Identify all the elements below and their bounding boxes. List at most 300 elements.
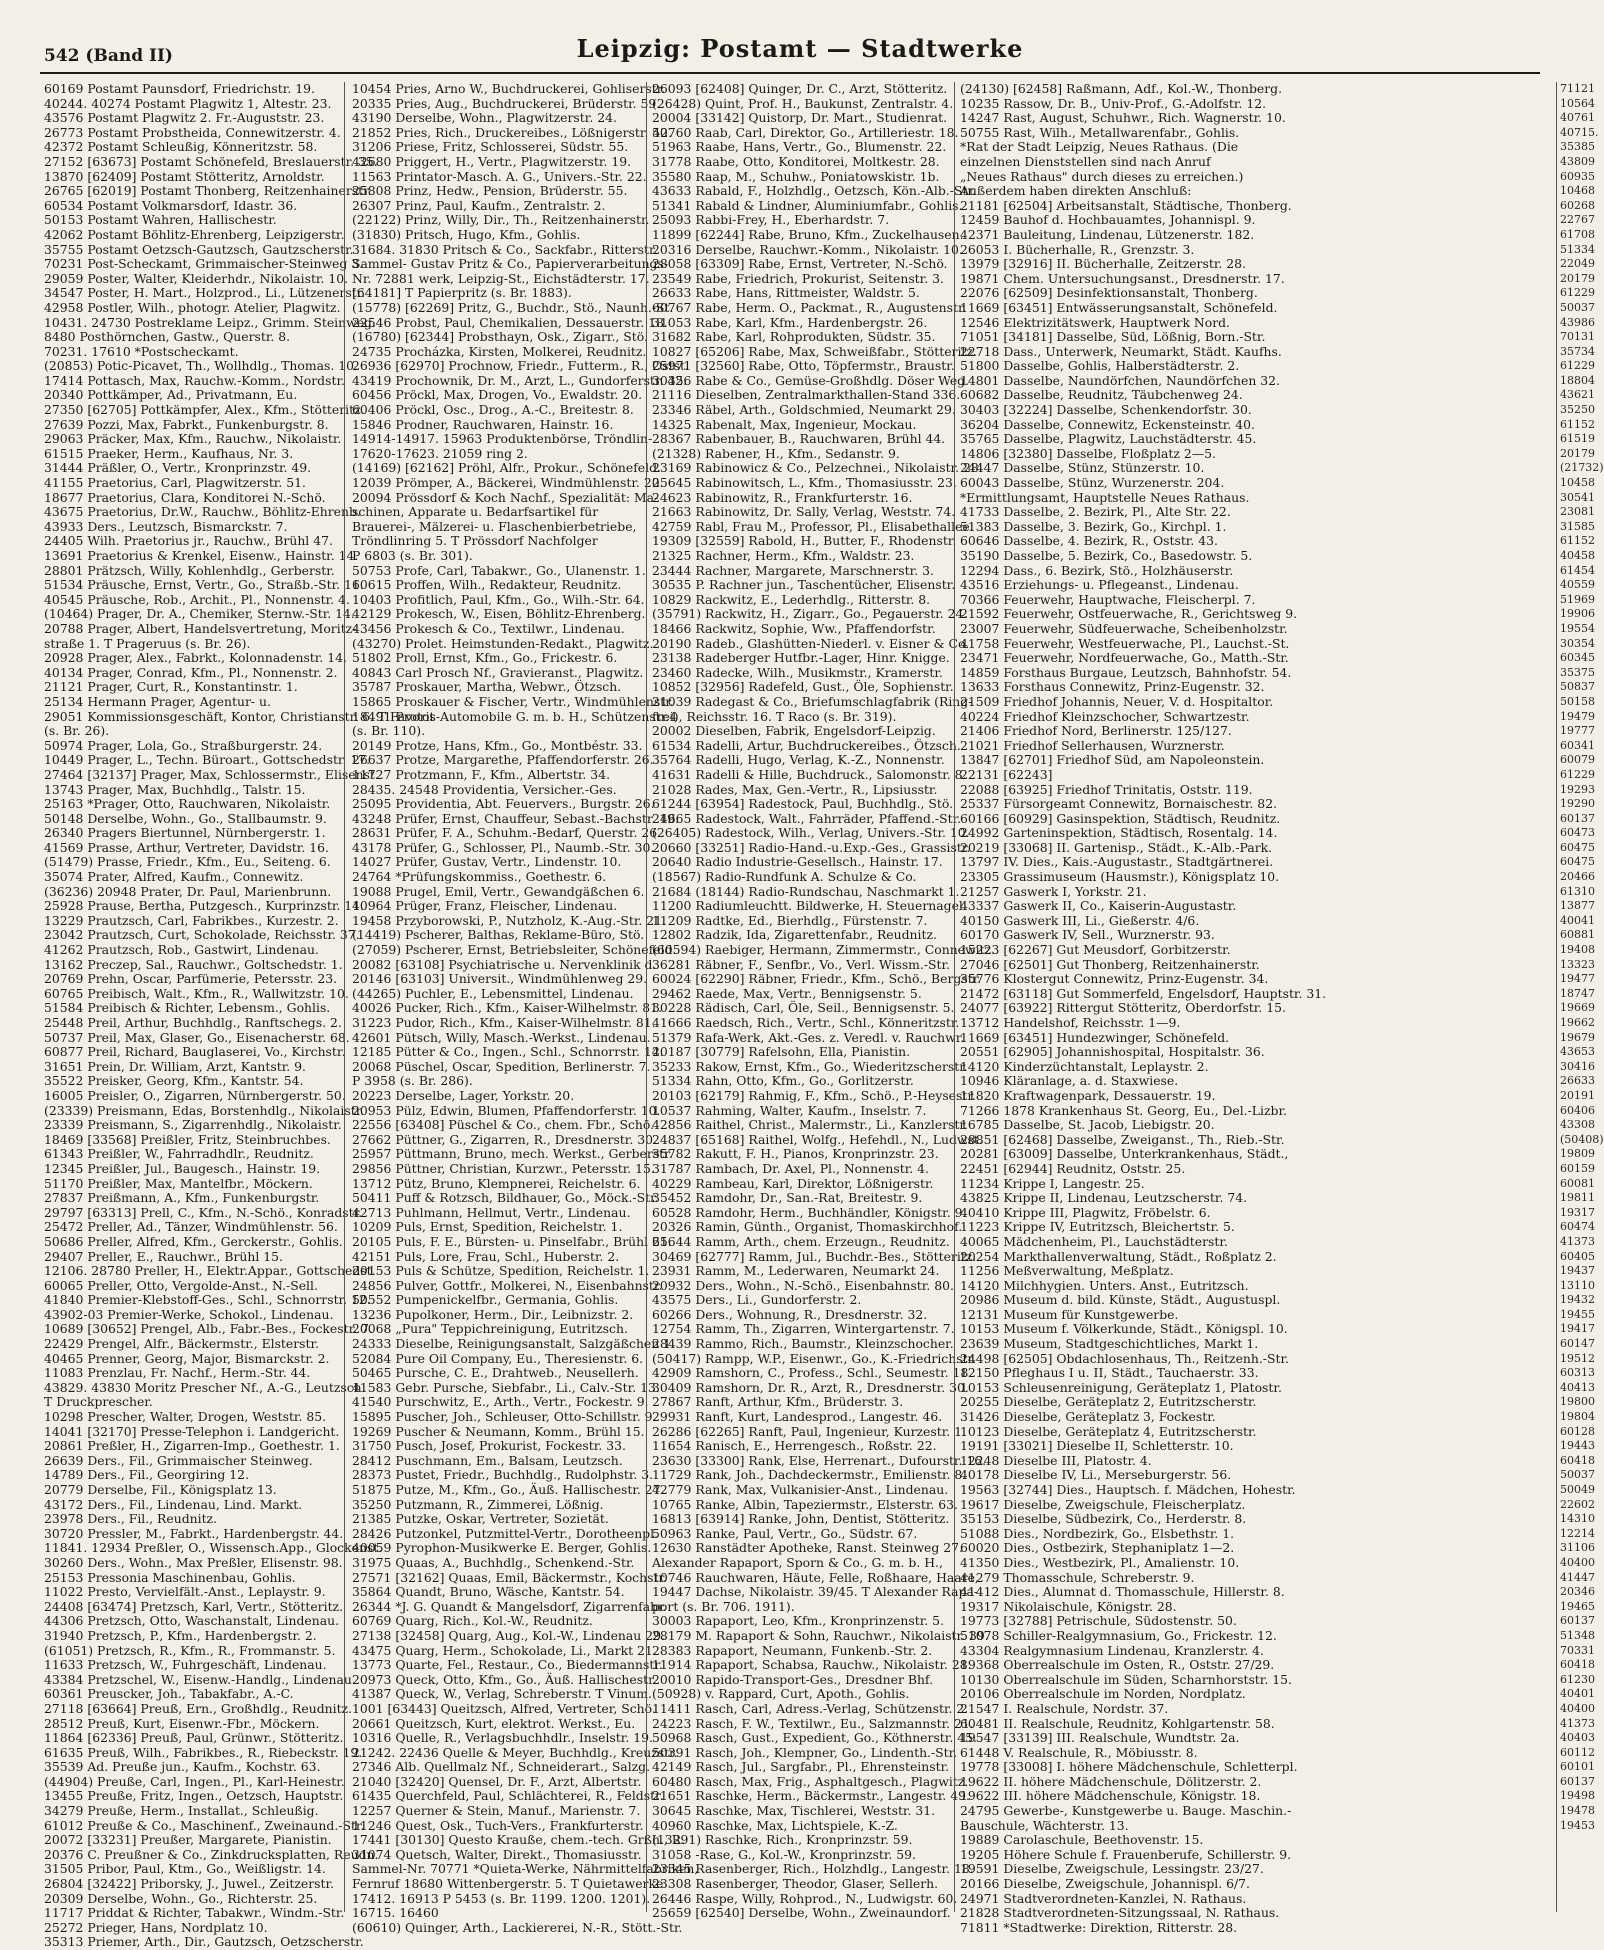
directory-entry: 10153 Schleusenreinigung, Geräteplatz 1, Platostr. (960, 1379, 1282, 1395)
directory-entry: 43516 Erziehungs- u. Pflegeanst., Lindenau. (960, 577, 1239, 593)
directory-entry: 50974 Prager, Lola, Go., Straßburgerstr. 24. (44, 737, 323, 753)
directory-entry: 30535 P. Rachner jun., Taschentücher, Elisenstr. (652, 577, 956, 593)
directory-entry: 42601 Pütsch, Willy, Masch.-Werkst., Lindenau. (352, 1029, 651, 1045)
directory-entry: 10403 Profitlich, Paul, Kfm., Go., Wilh.-Str. 64. (352, 591, 645, 607)
directory-entry: 23305 Grassimuseum (Hausmstr.), Königsplatz 10. (960, 869, 1280, 885)
directory-entry: 51348 (1560, 1628, 1595, 1642)
directory-entry: 40843 Carl Prosch Nf., Gravieranst., Plagwitz. (352, 664, 644, 680)
directory-entry: 24665 Radestock, Walt., Fahrräder, Pfaffend.-Str. (652, 810, 962, 826)
directory-entry: 13870 [62409] Postamt Stötteritz, Arnoldstr. (44, 168, 325, 184)
directory-entry: 35580 Raap, M., Schuhw., Poniatowskistr. 1b. (652, 168, 940, 184)
directory-entry: 23007 Feuerwehr, Südfeuerwache, Scheibenholzstr. (960, 620, 1288, 636)
directory-entry: 40244. 40274 Postamt Plagwitz 1, Altestr. 23. (44, 95, 332, 111)
directory-entry: 22718 Dass., Unterwerk, Neumarkt, Städt. Kaufhs. (960, 343, 1282, 359)
directory-entry: 27138 [32458] Quarg, Aug., Kol.-W., Lindenau 29. (352, 1627, 665, 1643)
directory-entry: 21039 Radegast & Co., Briefumschlagfabrik (Ring- (652, 693, 973, 709)
directory-entry: 20146 [63103] Universit., Windmühlenweg 29. (352, 971, 648, 987)
directory-entry: 19477 (1560, 972, 1595, 986)
directory-entry: 10468 (1560, 184, 1595, 198)
directory-entry: 30409 Ramshorn, Dr. R., Arzt, R., Dresdnerstr. 30. (652, 1379, 969, 1395)
directory-entry: 25153 Pressonia Maschinenbau, Gohlis. (44, 1569, 296, 1585)
directory-entry: 10765 Ranke, Albin, Tapeziermstr., Elsterstr. 63. (652, 1496, 958, 1512)
directory-entry: 12131 Museum für Kunstgewerbe. (960, 1306, 1179, 1322)
directory-entry: 31684. 31830 Pritsch & Co., Sackfabr., Ritterstr. (352, 241, 658, 257)
directory-entry: 25472 Preller, Ad., Tänzer, Windmühlenstr. 56. (44, 1219, 338, 1235)
directory-entry: 61448 V. Realschule, R., Möbiusstr. 8. (960, 1744, 1198, 1760)
directory-entry: 26093 [62408] Quinger, Dr. C., Arzt, Stötteritz. (652, 81, 948, 96)
directory-entry: 50737 Preil, Max, Glaser, Go., Eisenacherstr. 68. (44, 1029, 350, 1045)
directory-entry: 19871 Chem. Untersuchungsanst., Dresdnerstr. 17. (960, 270, 1285, 286)
directory-entry: 21325 Rachner, Herm., Kfm., Waldstr. 23. (652, 548, 915, 563)
directory-entry: 13847 [62701] Friedhof Süd, am Napoleonstein. (960, 752, 1265, 768)
directory-entry: 31505 Pribor, Paul, Ktm., Go., Weißligstr. 14. (44, 1861, 326, 1877)
directory-entry: 60406 (1560, 1103, 1595, 1117)
directory-entry: 21684 (18144) Radio-Rundschau, Naschmarkt 1. (652, 883, 960, 899)
directory-entry: 10449 Prager, L., Techn. Büroart., Gottschedstr. 17. (44, 752, 371, 768)
directory-entry: 31426 Dieselbe, Geräteplatz 3, Fockestr. (960, 1409, 1216, 1425)
directory-entry: 20309 Derselbe, Wohn., Go., Richterstr. 25. (44, 1890, 318, 1906)
directory-entry: 61454 (1560, 563, 1595, 577)
directory-entry: 20254 Markthallenverwaltung, Städt., Roßplatz 2. (960, 1248, 1277, 1264)
directory-entry: 35864 Quandt, Bruno, Wäsche, Kantstr. 54. (352, 1584, 625, 1600)
directory-entry: 19662 (1560, 1016, 1595, 1029)
directory-entry: 40761 (1560, 111, 1595, 125)
directory-entry: 24077 [63922] Rittergut Stötteritz, Oberdorfstr. 15. (960, 1000, 1286, 1016)
directory-entry: 40041 (1560, 913, 1595, 927)
directory-entry: 35764 Radelli, Hugo, Verlag, K.-Z., Nonnenstr. (652, 752, 945, 768)
directory-entry: 26773 Postamt Probstheida, Connewitzerstr. 4. (44, 124, 341, 140)
directory-entry: 10235 Rassow, Dr. B., Univ-Prof., G.-Adolfstr. 12. (960, 95, 1267, 111)
directory-entry: 20973 Queck, Otto, Kfm., Go., Äuß. Hallischestr. (352, 1671, 657, 1687)
directory-entry: 40026 Pucker, Rich., Kfm., Kaiser-Wilhelmstr. 81. (352, 1000, 663, 1016)
directory-entry: (14419) Pscherer, Balthas, Reklame-Büro, Stö. (352, 927, 645, 943)
directory-entry: 40134 Prager, Conrad, Kfm., Pl., Nonnenstr. 2. (44, 664, 338, 680)
directory-entry: 31651 Prein, Dr. William, Arzt, Kantstr. 9. (44, 1058, 306, 1074)
directory-entry: 20068 Püschel, Oscar, Spedition, Berlinerstr. 7. (352, 1058, 651, 1074)
directory-entry: 50037 (1560, 1468, 1595, 1482)
directory-entry: 25957 Püttmann, Bruno, mech. Werkst., Gerberstr. (352, 1146, 673, 1162)
directory-entry: 13633 Forsthaus Connewitz, Prinz-Eugenstr. 32. (960, 679, 1265, 695)
directory-entry: 60024 [62290] Räbner, Friedr., Kfm., Schö., Bergstr. (652, 971, 982, 987)
directory-entry: 60473 (1560, 826, 1595, 840)
directory-entry: 28801 Prätzsch, Willy, Kohlenhdlg., Gerberstr. (44, 562, 335, 578)
directory-entry: 20223 Derselbe, Lager, Yorkstr. 20. (352, 1087, 575, 1103)
directory-entry: 23339 Preismann, S., Zigarrenhdlg., Nikolaistr. (44, 1117, 342, 1133)
directory-entry: 30003 Rapaport, Leo, Kfm., Kronprinzenstr. 5. (652, 1613, 945, 1629)
directory-entry: 26633 (1560, 1074, 1595, 1088)
directory-entry: 43675 Praetorius, Dr.W., Rauchw., Böhlitz-Ehrenb. (44, 504, 361, 520)
directory-column-2 (352, 81, 699, 1935)
directory-entry: 11209 Radtke, Ed., Bierhdlg., Fürstenstr. 7. (652, 912, 928, 928)
directory-entry: 50760 Raab, Carl, Direktor, Go., Artilleriestr. 18. (652, 124, 959, 140)
directory-entry: 41569 Prasse, Arthur, Vertreter, Davidstr. 16. (44, 839, 329, 855)
directory-entry: 22076 [62509] Desinfektionsanstalt, Thonberg. (960, 285, 1258, 301)
directory-entry: 11223 Krippe IV, Eutritzsch, Bleichertstr. 5. (960, 1219, 1235, 1235)
directory-entry: 15223 [62267] Gut Meusdorf, Gorbitzerstr. (960, 942, 1231, 958)
directory-entry: 20166 Dieselbe, Zweigschule, Johannispl. 6/7. (960, 1876, 1250, 1892)
directory-entry: 27118 [63664] Preuß, Ern., Großhdlg., Reudnitz. (44, 1700, 353, 1716)
directory-entry: 12039 Prömper, A., Bäckerei, Windmühlenstr. 20. (352, 475, 664, 491)
directory-entry: 60615 Proffen, Wilh., Redakteur, Reudnitz. (352, 577, 622, 593)
directory-entry: 10123 Dieselbe, Geräteplatz 4, Eutritzscherstr. (960, 1423, 1257, 1439)
directory-entry: 41666 Raedsch, Rich., Vertr., Schl., Könneritzstr. (652, 1015, 960, 1030)
directory-entry: 40715. (1560, 125, 1599, 139)
directory-entry: 40178 Dieselbe IV, Li., Merseburgerstr. 56. (960, 1467, 1232, 1483)
directory-entry: 19811 (1560, 1191, 1595, 1205)
directory-entry: 20149 Protze, Hans, Kfm., Go., Montbéstr. 33. (352, 737, 643, 753)
directory-entry: 31682 Rabe, Karl, Rohprodukten, Südstr. 35. (652, 329, 936, 345)
directory-entry: 60481 II. Realschule, Reudnitz, Kohlgartenstr. 58. (960, 1715, 1275, 1731)
directory-entry: 25645 Rabinowitsch, L., Kfm., Thomasiusstr. 23. (652, 475, 957, 491)
directory-entry: 17441 [30130] Questo Krauße, chem.-tech. Grßh., R. (352, 1832, 686, 1848)
directory-entry: 21644 Ramm, Arth., chem. Erzeugn., Reudnitz. (652, 1233, 950, 1249)
directory-entry: 11669 [63451] Hundezwinger, Schönefeld. (960, 1029, 1230, 1045)
directory-entry: 12257 Querner & Stein, Manuf., Marienstr. 7. (352, 1803, 641, 1819)
directory-entry: 29797 [63313] Prell, C., Kfm., N.-Schö., Konradstr. (44, 1204, 363, 1220)
directory-entry: 61515 Praeker, Herm., Kaufhaus, Nr. 3. (44, 445, 294, 461)
directory-entry: 60474 (1560, 1220, 1595, 1234)
directory-entry: 11841. 12934 Preßler, O., Wissensch.App., Glockenst. (44, 1540, 383, 1556)
directory-entry: 41583 Gebr. Pursche, Siebfabr., Li., Calv.-Str. 13. (352, 1379, 660, 1395)
directory-entry: 31975 Quaas, A., Buchhdlg., Schenkend.-Str. (352, 1554, 635, 1570)
directory-entry: 10689 [30652] Prengel, Alb., Fabr.-Bes., Fockestr. 7. (44, 1321, 373, 1337)
directory-entry: 13236 Pupolkoner, Herm., Dir., Leibnizstr. 2. (352, 1306, 634, 1322)
directory-entry: 17414 Pottasch, Max, Rauchw.-Komm., Nordstr. (44, 372, 345, 388)
directory-entry: 14310 (1560, 1512, 1595, 1526)
directory-entry: 44306 Pretzsch, Otto, Waschanstalt, Lindenau. (44, 1613, 340, 1629)
directory-entry: 24623 Rabinowitz, R., Frankfurterstr. 16. (652, 489, 913, 505)
directory-entry: 41262 Prautzsch, Rob., Gastwirt, Lindenau. (44, 942, 319, 958)
directory-entry: 13743 Prager, Max, Buchhdlg., Talstr. 15. (44, 781, 306, 797)
directory-entry: 24333 Dieselbe, Reinigungsanstalt, Salzgäßchen 1. (352, 1336, 675, 1352)
directory-entry: P 3958 (s. Br. 286). (352, 1073, 473, 1089)
directory-entry: 61519 (1560, 432, 1595, 446)
directory-entry: 30720 Pressler, M., Fabrkt., Hardenbergstr. 44. (44, 1525, 344, 1541)
directory-entry: 43304 Realgymnasium Lindenau, Kranzlerstr. 4. (960, 1642, 1264, 1658)
directory-entry: 24447 Dasselbe, Stünz, Stünzerstr. 10. (960, 460, 1205, 476)
directory-entry: 21116 Dieselben, Zentralmarkthallen-Stand 336. (652, 387, 961, 403)
directory-entry: 13712 Handelshof, Reichsstr. 1—9. (960, 1015, 1181, 1030)
directory-entry: Tröndlinring 5. T Prössdorf Nachfolger (352, 533, 598, 549)
directory-entry: 20187 [30779] Rafelsohn, Ella, Pianistin. (652, 1044, 911, 1060)
directory-entry: (50408) (1560, 1132, 1604, 1146)
directory-entry: 60881 (1560, 928, 1595, 942)
directory-entry: 11654 Ranisch, E., Herrengesch., Roßstr. 22. (652, 1438, 937, 1454)
directory-entry: 60405 (1560, 1249, 1595, 1263)
directory-entry: 31223 Pudor, Rich., Kfm., Kaiser-Wilhelmstr. 81. (352, 1015, 656, 1030)
directory-entry: 27867 Ranft, Arthur, Kfm., Brüderstr. 3. (652, 1394, 904, 1410)
directory-entry: 11200 Radiumleuchtt. Bildwerke, H. Steuernagel. (652, 898, 967, 914)
directory-entry: 20072 [33231] Preußer, Margarete, Pianistin. (44, 1832, 332, 1848)
directory-entry: 18469 [33568] Preißler, Fritz, Steinbruchbes. (44, 1131, 331, 1147)
directory-entry: 23444 Rachner, Margarete, Marschnerstr. 3. (652, 562, 934, 578)
directory-entry: 23460 Radecke, Wilh., Musikmstr., Kramerstr. (652, 664, 943, 680)
directory-entry: 31778 Raabe, Otto, Konditorei, Moltkestr. 28. (652, 153, 940, 169)
directory-entry: 19408 (1560, 943, 1595, 957)
directory-entry: 35734 (1560, 344, 1595, 358)
directory-entry: 28373 Pustet, Friedr., Buchhdlg., Rudolphstr. 3. (352, 1467, 654, 1483)
directory-entry: 12214 (1560, 1526, 1595, 1540)
directory-entry: 35452 Ramdohr, Dr., San.-Rat, Breitestr. 9. (652, 1190, 923, 1206)
directory-entry: 35250 Putzmann, R., Zimmerei, Lößnig. (352, 1496, 604, 1512)
directory-entry: 19554 (1560, 621, 1595, 635)
directory-entry: 40964 Prüger, Franz, Fleischer, Lindenau. (352, 898, 618, 914)
directory-entry: 61229 (1560, 359, 1595, 373)
directory-entry: 31787 Rambach, Dr. Axel, Pl., Nonnenstr. 4. (652, 1160, 929, 1176)
directory-entry: 12150 Pfleghaus I u. II, Städt., Tauchaerstr. 33. (960, 1365, 1259, 1381)
directory-entry: 19432 (1560, 1293, 1595, 1307)
directory-entry: 40229 Rambeau, Karl, Direktor, Lößnigerstr. (652, 1175, 934, 1191)
directory-entry: 11633 Pretzsch, W., Fuhrgeschäft, Lindenau. (44, 1657, 327, 1673)
directory-entry: 10537 Rahming, Walter, Kaufm., Inselstr. 7. (652, 1102, 927, 1118)
directory-entry: 20788 Prager, Albert, Handelsvertretung, Moritz- (44, 620, 357, 636)
directory-entry: (20853) Potic-Picavet, Th., Wollhdlg., Thomas. 10. (44, 358, 358, 374)
directory-entry: 31206 Priese, Fritz, Schlosserei, Südstr. 55. (352, 139, 629, 155)
directory-entry: 60475 (1560, 855, 1595, 869)
directory-entry: 43456 Prokesch & Co., Textilwr., Lindenau. (352, 620, 625, 636)
directory-entry: 20986 Museum d. bild. Künste, Städt., Augustuspl. (960, 1292, 1281, 1308)
directory-entry: 61012 Preuße & Co., Maschinenf., Zweinaund.-Str. (44, 1817, 365, 1833)
directory-entry: 21257 Gaswerk I, Yorkstr. 21. (960, 883, 1147, 899)
directory-entry: 27346 Alb. Quellmalz Nf., Schneiderart., Salzg. (352, 1759, 651, 1775)
directory-entry: 22602 (1560, 1497, 1595, 1511)
directory-entry: 50153 Postamt Wahren, Hallischestr. (44, 212, 277, 228)
directory-entry: 28851 [62468] Dasselbe, Zweiganst., Th., Rieb.-Str. (960, 1131, 1285, 1147)
directory-entry: 50837 (1560, 680, 1595, 694)
directory-entry: Fernruf 18680 Wittenbergerstr. 5. T Quietawerke (352, 1876, 664, 1892)
directory-entry: 20106 Oberrealschule im Norden, Nordplatz. (960, 1686, 1246, 1702)
directory-entry: 40545 Präusche, Rob., Archit., Pl., Nonnenstr. 4. (44, 591, 350, 607)
directory-entry: 19317 Nikolaischule, Königstr. 28. (960, 1598, 1177, 1614)
directory-entry: schinen, Apparate u. Bedarfsartikel für (352, 504, 599, 520)
directory-entry: 28179 M. Rapaport & Sohn, Rauchwr., Nikolaistr. 39. (652, 1627, 989, 1643)
directory-entry: (21732) (1560, 461, 1604, 475)
directory-entry: 60166 [60929] Gasinspektion, Städtisch, Reudnitz. (960, 810, 1281, 826)
directory-entry: 40403 (1560, 1731, 1595, 1745)
directory-entry: 43384 Pretzschel, W., Eisenw.-Handlg., Lindenau. (44, 1671, 356, 1687)
directory-entry: 23630 [33300] Rank, Else, Herrenart., Dufourstr. 16. (652, 1452, 987, 1468)
directory-entry: 20316 Derselbe, Rauchwr.-Komm., Nikolaistr. 10. (652, 241, 963, 257)
directory-entry: 22767 (1560, 213, 1595, 227)
directory-entry: 41540 Purschwitz, E., Arth., Vertr., Fockestr. 9. (352, 1394, 649, 1410)
directory-entry: 28383 Rapaport, Neumann, Funkenb.-Str. 2. (652, 1642, 933, 1658)
directory-entry: (15778) [62269] Pritz, G., Buchdr., Stö., Naunh.-St. (352, 299, 674, 315)
directory-entry: 10209 Puls, Ernst, Spedition, Reichelstr. 1. (352, 1219, 623, 1235)
directory-entry: 60769 Quarg, Rich., Kol.-W., Reudnitz. (352, 1613, 593, 1629)
directory-entry: 20376 C. Preußner & Co., Zinkdrucksplatten, Reudn. (44, 1846, 379, 1862)
directory-entry: 35153 Dieselbe, Südbezirk, Co., Herderstr. 8. (960, 1511, 1247, 1527)
directory-entry: 35313 Priemer, Arth., Dir., Gautzsch, Oetzscherstr. (44, 1934, 364, 1950)
directory-entry: 21828 Stadtverordneten-Sitzungssaal, N. Rathaus. (960, 1905, 1280, 1921)
directory-entry: 12248 Dieselbe III, Platostr. 4. (960, 1452, 1152, 1468)
directory-entry: 30260 Ders., Wohn., Max Preßler, Elisenstr. 98. (44, 1554, 343, 1570)
directory-entry: straße 1. T Prageruus (s. Br. 26). (44, 635, 251, 651)
directory-entry: 1001 [63443] Queitzsch, Alfred, Vertreter, Schö. (352, 1700, 656, 1716)
directory-entry: 51969 (1560, 592, 1595, 606)
directory-entry: 19443 (1560, 1439, 1595, 1453)
directory-entry: 43575 Ders., Li., Gundorferstr. 2. (652, 1292, 862, 1308)
directory-entry: 21663 Rabinowitz, Dr. Sally, Verlag, Weststr. 74. (652, 504, 956, 520)
directory-entry: 28435. 24548 Providentia, Versicher.-Ges. (352, 781, 617, 797)
directory-entry: 10746 Rauchwaren, Häute, Felle, Roßhaare, Haare, (652, 1569, 979, 1585)
directory-entry: 42856 Raithel, Christ., Malermstr., Li., Kanzlerstr. (652, 1117, 968, 1133)
directory-entry: 28439 Rammo, Rich., Baumstr., Kleinzschocher. (652, 1336, 954, 1352)
directory-entry: 60101 (1560, 1760, 1595, 1774)
directory-entry: 61310 (1560, 884, 1595, 898)
directory-entry: (16780) [62344] Probsthayn, Osk., Zigarr., Stö. (352, 329, 648, 345)
directory-entry: 12106. 28780 Preller, H., Elektr.Appar., Gottschedst. (44, 1263, 376, 1279)
directory-entry: 17620-17623. 21059 ring 2. (352, 445, 528, 461)
directory-entry: 13979 [32916] II. Bücherhalle, Zeitzerstr. 28. (960, 256, 1246, 272)
directory-entry: 29051 Kommissionsgeschäft, Kontor, Christianstr. 6. T Favorit (44, 708, 435, 724)
directory-entry: (44904) Preuße, Carl, Ingen., Pl., Karl-Heinestr. (44, 1773, 345, 1789)
directory-entry: 11864 [62336] Preuß, Paul, Grünwr., Stötteritz. (44, 1730, 344, 1746)
directory-entry: 16813 [63914] Ranke, John, Dentist, Stötteritz. (652, 1511, 950, 1527)
directory-entry: 20002 Dieselben, Fabrik, Engelsdorf-Leipzig. (652, 723, 936, 739)
directory-entry: 25971 [32560] Rabe, Otto, Töpfermstr., Braustr. (652, 358, 955, 374)
directory-entry: 21021 Friedhof Sellerhausen, Wurznerstr. (960, 737, 1225, 753)
directory-entry: 26344 *J. G. Quandt & Mangelsdorf, Zigarrenfabr. (352, 1598, 667, 1614)
directory-entry: 26936 [62970] Prochnow, Friedr., Futterm., R., Ostst. (352, 358, 689, 374)
directory-entry: 50158 (1560, 694, 1595, 708)
directory-entry: 60767 Rabe, Herm. O., Packmat., R., Augustenstr. (652, 299, 967, 315)
directory-entry: 35375 (1560, 665, 1595, 679)
directory-entry: 19563 [32744] Dies., Hauptsch. f. Mädchen, Hohestr. (960, 1482, 1296, 1497)
directory-entry: Sammel-Nr. 70771 *Quieta-Werke, Nährmittelfabriken, (352, 1861, 699, 1877)
directory-entry: 23931 Ramm, M., Lederwaren, Neumarkt 24. (652, 1263, 940, 1279)
directory-entry: Außerdem haben direkten Anschluß: (960, 183, 1192, 199)
directory-entry: 26307 Prinz, Paul, Kaufm., Zentralstr. 2. (352, 197, 606, 213)
directory-entry: Sammel- Gustav Pritz & Co., Papierverarbeitungs- (352, 256, 669, 272)
directory-entry: 61152 (1560, 417, 1595, 431)
directory-entry: 51584 Preibisch & Richter, Lebensm., Gohlis. (44, 1000, 331, 1016)
directory-entry: 43419 Prochownik, Dr. M., Arzt, L., Gundorferstr. 42. (352, 372, 688, 388)
directory-entry: 60406 Pröckl, Osc., Drog., A.-C., Breitestr. 8. (352, 402, 634, 418)
directory-entry: 13455 Preuße, Fritz, Ingen., Oetzsch, Hauptstr. (44, 1788, 344, 1804)
directory-entry: (61051) Pretzsch, R., Kfm., R., Frommanstr. 5. (44, 1642, 336, 1658)
directory-entry: 19437 (1560, 1264, 1595, 1278)
directory-entry: 16785 Dasselbe, St. Jacob, Liebigstr. 20. (960, 1117, 1215, 1133)
directory-entry: 19088 Prugel, Emil, Vertr., Gewandgäßchen 6. (352, 883, 645, 899)
directory-entry: 51802 Proll, Ernst, Kfm., Go., Frickestr. 6. (352, 650, 618, 666)
directory-entry: 51379 Rafa-Werk, Akt.-Ges. z. Veredl. v. Rauchwr. (652, 1029, 965, 1045)
directory-entry: 51341 Rabald & Lindner, Aluminiumfabr., Gohlis. (652, 197, 963, 213)
directory-entry: 21472 [63118] Gut Sommerfeld, Engelsdorf, Hauptstr. 31. (960, 985, 1327, 1001)
directory-entry: 19622 III. höhere Mädchenschule, Königstr. 18. (960, 1788, 1261, 1804)
directory-entry: 29407 Preller, E., Rauchwr., Brühl 15. (44, 1248, 283, 1264)
directory-entry: 14789 Ders., Fil., Georgiring 12. (44, 1467, 250, 1483)
directory-entry: 27464 [32137] Prager, Max, Schlossermstr., Elisenst. (44, 766, 379, 782)
column-divider (646, 82, 647, 1912)
directory-entry: 30356 Rabe & Co., Gemüse-Großhdlg. Döser Weg. (652, 372, 970, 388)
directory-entry: [64181] T Papierpritz (s. Br. 1883). (352, 285, 572, 301)
directory-entry: 51170 Preißler, Max, Mantelfbr., Möckern. (44, 1175, 313, 1191)
directory-entry: 14120 Kinderzüchtanstalt, Leplaystr. 2. (960, 1058, 1209, 1074)
directory-entry: 50465 Pursche, C. E., Drahtweb., Neusellerh. (352, 1365, 639, 1381)
directory-entry: 61230 (1560, 1672, 1595, 1686)
directory-entry: 13110 (1560, 1278, 1595, 1292)
directory-entry: 20105 Puls, F. E., Bürsten- u. Pinselfabr., Brühl 65. (352, 1233, 672, 1249)
directory-entry: 70331 (1560, 1643, 1595, 1657)
directory-entry: 43933 Ders., Leutzsch, Bismarckstr. 7. (44, 518, 288, 534)
directory-entry: 21852 Pries, Rich., Druckereibes., Lößnigerstr. 42. (352, 124, 673, 140)
directory-entry: 60456 Pröckl, Max, Drogen, Vo., Ewaldstr. 20. (352, 387, 643, 403)
directory-entry: 35190 Dasselbe, 5. Bezirk, Co., Basedowstr. 5. (960, 548, 1253, 563)
directory-entry: 24971 Stadtverordneten-Kanzlei, N. Rathaus. (960, 1890, 1247, 1906)
directory-entry: (26428) Quint, Prof. H., Baukunst, Zentralstr. 4. (652, 95, 954, 111)
directory-entry: 27639 Pozzi, Max, Fabrkt., Funkenburgstr. 8. (44, 416, 329, 432)
directory-entry: 60043 Dasselbe, Stünz, Wurzenerstr. 204. (960, 475, 1225, 491)
directory-entry: 51875 Putze, M., Kfm., Go., Äuß. Hallischestr. 27. (352, 1482, 665, 1497)
directory-entry: 40465 Prenner, Georg, Major, Bismarckstr. 2. (44, 1350, 330, 1366)
directory-entry: 24795 Gewerbe-, Kunstgewerbe u. Bauge. Maschin.- (960, 1803, 1292, 1819)
directory-entry: 21547 I. Realschule, Nordstr. 37. (960, 1700, 1169, 1716)
directory-entry: 12294 Dass., 6. Bezirk, Stö., Holzhäuserstr. (960, 562, 1234, 578)
directory-entry: 14325 Rabenalt, Max, Ingenieur, Mockau. (652, 416, 917, 432)
directory-entry: (60610) Quinger, Arth., Lackiererei, N.-R., Stött.-Str. (352, 1919, 683, 1935)
directory-entry: 19453 (1560, 1818, 1595, 1832)
directory-entry: 35539 Ad. Preuße jun., Kaufm., Kochstr. 63. (44, 1759, 321, 1775)
directory-entry: 20103 [62179] Rahmig, F., Kfm., Schö., P.-Heysestr. (652, 1087, 976, 1103)
directory-entry: 21509 Friedhof Johannis, Neuer, V. d. Hospitaltor. (960, 693, 1274, 709)
directory-entry: 19498 (1560, 1789, 1595, 1803)
directory-entry: (50928) v. Rappard, Curt, Apoth., Gohlis. (652, 1686, 910, 1702)
directory-entry: 50963 Ranke, Paul, Vertr., Go., Südstr. 67. (652, 1525, 918, 1541)
directory-entry: 24223 Rasch, F. W., Textilwr., Eu., Salzmannstr. 21. (652, 1715, 974, 1731)
directory-entry: 42958 Postler, Wilh., photogr. Atelier, Plagwitz. (44, 299, 341, 315)
directory-entry: 21592 Feuerwehr, Ostfeuerwache, R., Gerichtsweg 9. (960, 606, 1298, 622)
directory-entry: 31585 (1560, 519, 1595, 533)
directory-entry: 35776 Klostergut Connewitz, Prinz-Eugenstr. 34. (960, 971, 1269, 987)
directory-entry: (60594) Raebiger, Hermann, Zimmermstr., Connewitz. (652, 942, 996, 958)
directory-entry: 25928 Prause, Bertha, Putzgesch., Kurprinzstr. 11. (44, 898, 365, 914)
directory-entry: 14914-14917. 15963 Produktenbörse, Tröndlin- (352, 431, 653, 447)
directory-entry: 20953 Pülz, Edwin, Blumen, Pfaffendorferstr. 10. (352, 1102, 661, 1118)
directory-entry: 13229 Prautzsch, Carl, Fabrikbes., Kurzestr. 2. (44, 912, 339, 928)
directory-entry: (51479) Prasse, Friedr., Kfm., Eu., Seiteng. 6. (44, 854, 331, 870)
directory-entry: 60480 Rasch, Max, Frig., Asphaltgesch., Plagwitz. (652, 1773, 969, 1789)
directory-entry: 42779 Rank, Max, Vulkanisier-Anst., Lindenau. (652, 1482, 949, 1497)
directory-entry: 30354 (1560, 636, 1595, 650)
directory-entry: 43653 (1560, 1045, 1595, 1059)
directory-entry: 60534 Postamt Volkmarsdorf, Idastr. 36. (44, 197, 298, 213)
directory-entry: 19777 (1560, 724, 1595, 738)
directory-entry: 60137 (1560, 1614, 1595, 1628)
directory-entry: 71051 [34181] Dasselbe, Süd, Lößnig, Born.-Str. (960, 329, 1266, 345)
directory-entry: 10153 Museum f. Völkerkunde, Städt., Königspl. 10. (960, 1321, 1288, 1337)
directory-entry: 31074 Quetsch, Walter, Direkt., Thomasiusstr. (352, 1846, 642, 1862)
directory-entry: 20219 [33068] II. Gartenisp., Städt., K.-Alb.-Park. (960, 839, 1273, 855)
page-title: Leipzig: Postamt — Stadtwerke (576, 34, 1024, 63)
directory-entry: 61229 (1560, 767, 1595, 781)
directory-entry: 20779 Derselbe, Fil., Königsplatz 13. (44, 1482, 277, 1497)
directory-entry: 71121 (1560, 82, 1595, 95)
directory-entry: 20179 (1560, 446, 1595, 460)
directory-entry: 60020 Dies., Ostbezirk, Stephaniplatz 1—2. (960, 1540, 1235, 1556)
directory-entry: 43621 (1560, 388, 1595, 402)
directory-entry: 14041 [32170] Presse-Telephon i. Landgericht. (44, 1423, 340, 1439)
directory-entry: 60528 Ramdohr, Herm., Buchhändler, Königstr. 9. (652, 1204, 967, 1220)
directory-entry: 60065 Preller, Otto, Vergolde-Anst., N.-Sell. (44, 1277, 318, 1293)
directory-entry: 21242. 22436 Quelle & Meyer, Buchhdlg., Kreuzstr. (352, 1744, 678, 1760)
directory-entry: 10852 [32956] Radefeld, Gust., Öle, Sophienstr. (652, 679, 954, 695)
directory-entry: 24992 Garteninspektion, Städtisch, Rosentalg. 14. (960, 825, 1278, 841)
directory-entry: 19455 (1560, 1307, 1595, 1321)
directory-entry: (14169) [62162] Pröhl, Alfr., Prokur., Schönefeld. (352, 460, 661, 476)
directory-entry: 11717 Priddat & Richter, Tabakwr., Windm.-Str. (44, 1905, 345, 1921)
directory-entry: 20281 [63009] Dasselbe, Unterkrankenhaus, Städt., (960, 1146, 1289, 1162)
directory-entry: 11083 Prenzlau, Fr. Nachf., Herm.-Str. 44. (44, 1365, 311, 1381)
